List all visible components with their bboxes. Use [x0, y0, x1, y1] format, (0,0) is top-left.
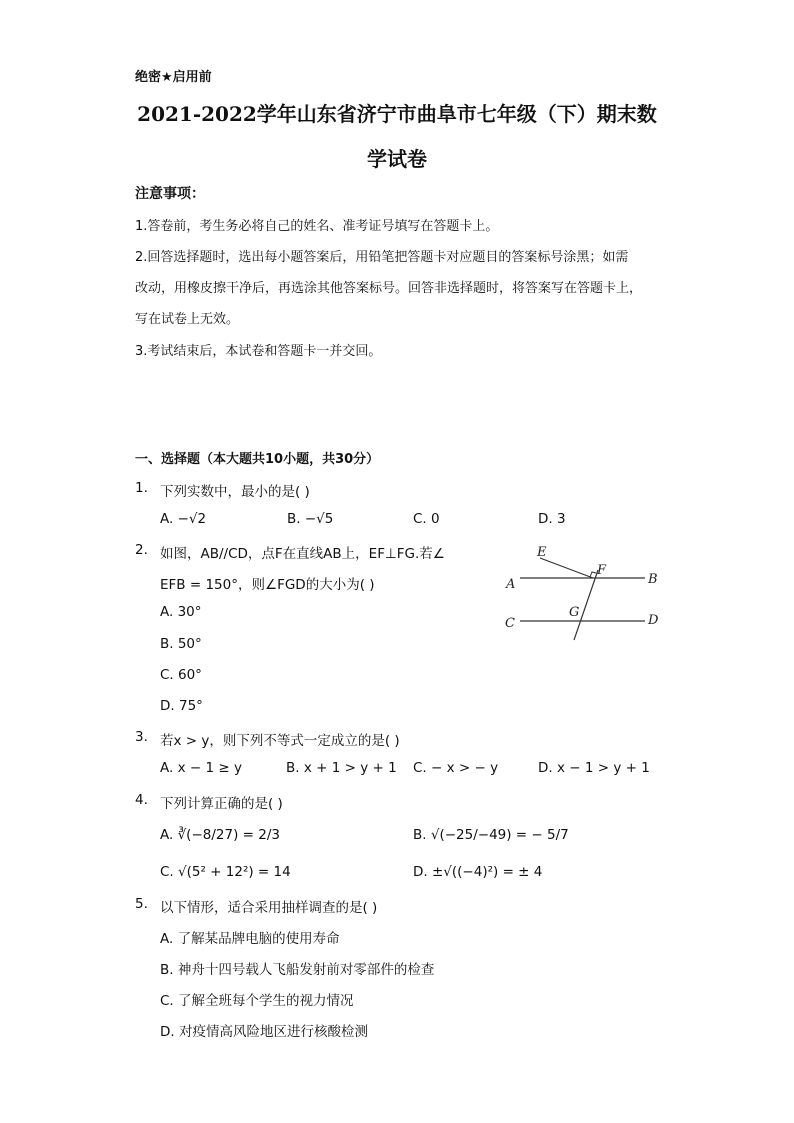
exam-title-line1: 2021-2022学年山东省济宁市曲阜市七年级（下）期末数: [137, 102, 657, 126]
option-d: D. ±√((−4)²) = ± 4: [413, 864, 543, 880]
option-c: C. √(5² + 12²) = 14: [160, 864, 291, 880]
option-d: D. x − 1 > y + 1: [538, 760, 650, 776]
parallel-lines-figure: [500, 540, 670, 645]
confidential-label: 绝密★启用前: [135, 70, 212, 85]
option-d: D. 75°: [160, 698, 203, 714]
label-c: C: [505, 616, 515, 631]
notice-item: 2.回答选择题时，选出每小题答案后，用铅笔把答题卡对应题目的答案标号涂黑；如需: [135, 250, 629, 265]
label-a: A: [506, 577, 516, 592]
option-b: B. 神舟十四号载人飞船发射前对零部件的检查: [160, 962, 435, 978]
notice-item: 3.考试结束后，本试卷和答题卡一并交回。: [135, 344, 382, 359]
label-e: E: [537, 545, 547, 560]
label-g: G: [569, 605, 580, 620]
notice-item: 改动，用橡皮擦干净后，再选涂其他答案标号。回答非选择题时，将答案写在答题卡上，: [135, 281, 643, 296]
question-number: 5.: [135, 896, 148, 912]
section-heading: 一、选择题（本大题共10小题，共30分）: [135, 452, 380, 467]
notice-item: 1.答卷前，考生务必将自己的姓名、准考证号填写在答题卡上。: [135, 219, 499, 234]
option-c: C. 了解全班每个学生的视力情况: [160, 993, 354, 1009]
notice-heading: 注意事项：: [135, 186, 205, 202]
label-b: B: [648, 572, 658, 587]
option-a: A. 30°: [160, 604, 202, 620]
option-d: D. 3: [538, 511, 566, 527]
notice-item: 写在试卷上无效。: [135, 312, 240, 327]
option-b: B. −√5: [287, 511, 334, 527]
option-a: A. 了解某品牌电脑的使用寿命: [160, 931, 340, 947]
question-stem: 下列计算正确的是( ): [160, 796, 283, 812]
question-stem: 下列实数中，最小的是( ): [160, 484, 310, 500]
option-b: B. 50°: [160, 636, 202, 652]
question-stem-line1: 如图，AB//CD，点F在直线AB上，EF⊥FG.若∠: [160, 546, 445, 562]
option-b: B. x + 1 > y + 1: [286, 760, 397, 776]
question-stem: 若x > y，则下列不等式一定成立的是( ): [160, 733, 400, 749]
label-d: D: [648, 613, 659, 628]
exam-title-line2: 学试卷: [367, 147, 427, 171]
option-c: C. 0: [413, 511, 440, 527]
option-d: D. 对疫情高风险地区进行核酸检测: [160, 1024, 368, 1040]
option-a: A. ∛(−8/27) = 2/3: [160, 827, 280, 843]
question-stem: 以下情形，适合采用抽样调查的是( ): [160, 900, 378, 916]
right-angle-mark: [590, 572, 596, 577]
ray-fe: [540, 558, 593, 578]
question-number: 2.: [135, 542, 148, 558]
label-f: F: [597, 563, 607, 578]
question-number: 1.: [135, 480, 148, 496]
question-number: 4.: [135, 792, 148, 808]
option-b: B. √(−25/−49) = − 5/7: [413, 827, 569, 843]
option-a: A. −√2: [160, 511, 207, 527]
question-stem-line2: EFB = 150°，则∠FGD的大小为( ): [160, 577, 375, 593]
option-c: C. − x > − y: [413, 760, 499, 776]
option-c: C. 60°: [160, 667, 202, 683]
question-number: 3.: [135, 729, 148, 745]
option-a: A. x − 1 ≥ y: [160, 760, 242, 776]
